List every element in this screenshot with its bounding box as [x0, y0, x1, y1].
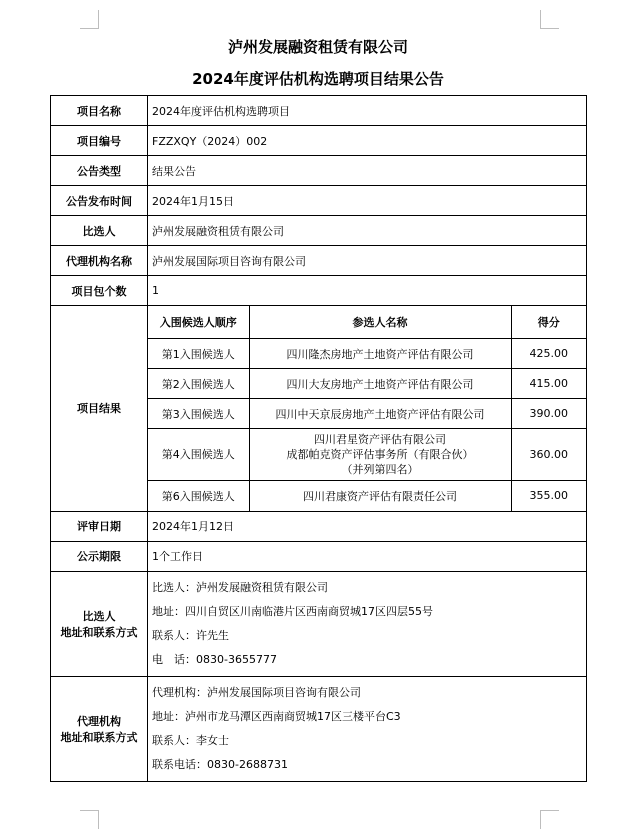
result-name-line: 成都帕克资产评估事务所（有限合伙） [286, 448, 474, 461]
header-rank: 入围候选人顺序 [148, 306, 249, 339]
page-corner-mark-bottom-right [540, 810, 559, 829]
document-title-notice: 2024年度评估机构选聘项目结果公告 [192, 70, 444, 88]
result-rank: 第3入围候选人 [148, 399, 249, 429]
label-agency-contact [51, 676, 148, 781]
row-package-count [51, 276, 587, 306]
row-review-date [51, 511, 587, 541]
label-package-count: 项目包个数 [51, 276, 148, 306]
label-agency: 代理机构名称 [51, 246, 148, 276]
label-notice-type: 公告类型 [51, 156, 148, 186]
label-project-no: 项目编号 [51, 126, 148, 156]
table-row [148, 429, 586, 481]
document-title-company: 泸州发展融资租赁有限公司 [227, 38, 408, 56]
label-line: 比选人 [82, 609, 116, 623]
contact-line: 电 话：0830-3655777 [152, 652, 277, 666]
row-notice-type [51, 156, 587, 186]
table-row [148, 399, 586, 429]
table-row [148, 339, 586, 369]
label-publicity-period: 公示期限 [51, 541, 148, 571]
selector-contact-details [148, 571, 587, 676]
value-notice-type: 结果公告 [148, 156, 587, 186]
row-publish-time [51, 186, 587, 216]
label-project-result: 项目结果 [51, 306, 148, 512]
value-project-name: 2024年度评估机构选聘项目 [148, 96, 587, 126]
label-line: 代理机构 [77, 714, 121, 728]
result-name: 四川中天京辰房地产土地资产评估有限公司 [249, 399, 511, 429]
header-score: 得分 [511, 306, 586, 339]
result-rank: 第2入围候选人 [148, 369, 249, 399]
label-publish-time: 公告发布时间 [51, 186, 148, 216]
row-selector-contact [51, 571, 587, 676]
label-line: 地址和联系方式 [60, 730, 138, 744]
contact-line: 地址：四川自贸区川南临港片区西南商贸城17区四层55号 [152, 604, 433, 618]
row-publicity-period [51, 541, 587, 571]
result-name: 四川大友房地产土地资产评估有限公司 [249, 369, 511, 399]
result-name [249, 429, 511, 481]
contact-line: 比选人：泸州发展融资租赁有限公司 [152, 580, 328, 594]
row-selector [51, 216, 587, 246]
value-selector: 泸州发展融资租赁有限公司 [148, 216, 587, 246]
value-project-no: FZZXQY（2024）002 [148, 126, 587, 156]
header-name: 参选人名称 [249, 306, 511, 339]
page-corner-mark-bottom-left [80, 810, 99, 829]
result-name-line: 四川君星资产评估有限公司 [314, 433, 446, 446]
label-selector: 比选人 [51, 216, 148, 246]
result-score: 355.00 [511, 481, 586, 511]
row-agency-contact [51, 676, 587, 781]
result-rank: 第6入围候选人 [148, 481, 249, 511]
table-row [148, 369, 586, 399]
label-selector-contact [51, 571, 148, 676]
result-score: 415.00 [511, 369, 586, 399]
value-publish-time: 2024年1月15日 [148, 186, 587, 216]
row-project-result [51, 306, 587, 512]
page-corner-mark-top-left [80, 10, 99, 29]
value-review-date: 2024年1月12日 [148, 511, 587, 541]
result-rank: 第1入围候选人 [148, 339, 249, 369]
value-agency: 泸州发展国际项目咨询有限公司 [148, 246, 587, 276]
results-header-row [148, 306, 586, 339]
result-rank: 第4入围候选人 [148, 429, 249, 481]
contact-line: 代理机构：泸州发展国际项目咨询有限公司 [152, 685, 361, 699]
label-line: 地址和联系方式 [60, 625, 138, 639]
result-cell [148, 306, 587, 512]
result-score: 425.00 [511, 339, 586, 369]
agency-contact-details [148, 676, 587, 781]
label-review-date: 评审日期 [51, 511, 148, 541]
result-name: 四川君康资产评估有限责任公司 [249, 481, 511, 511]
contact-line: 联系人：李女士 [152, 733, 229, 747]
value-package-count: 1 [148, 276, 587, 306]
label-project-name: 项目名称 [51, 96, 148, 126]
row-project-name [51, 96, 587, 126]
contact-line: 地址：泸州市龙马潭区西南商贸城17区三楼平台C3 [152, 709, 401, 723]
contact-line: 联系电话：0830-2688731 [152, 757, 288, 771]
result-name-line: （并列第四名） [341, 463, 419, 476]
contact-line: 联系人：许先生 [152, 628, 229, 642]
announcement-table [50, 95, 587, 782]
result-score: 360.00 [511, 429, 586, 481]
table-row [148, 481, 586, 511]
result-name: 四川隆杰房地产土地资产评估有限公司 [249, 339, 511, 369]
page-corner-mark-top-right [540, 10, 559, 29]
results-table [148, 306, 586, 511]
row-project-no [51, 126, 587, 156]
value-publicity-period: 1个工作日 [148, 541, 587, 571]
result-score: 390.00 [511, 399, 586, 429]
row-agency [51, 246, 587, 276]
